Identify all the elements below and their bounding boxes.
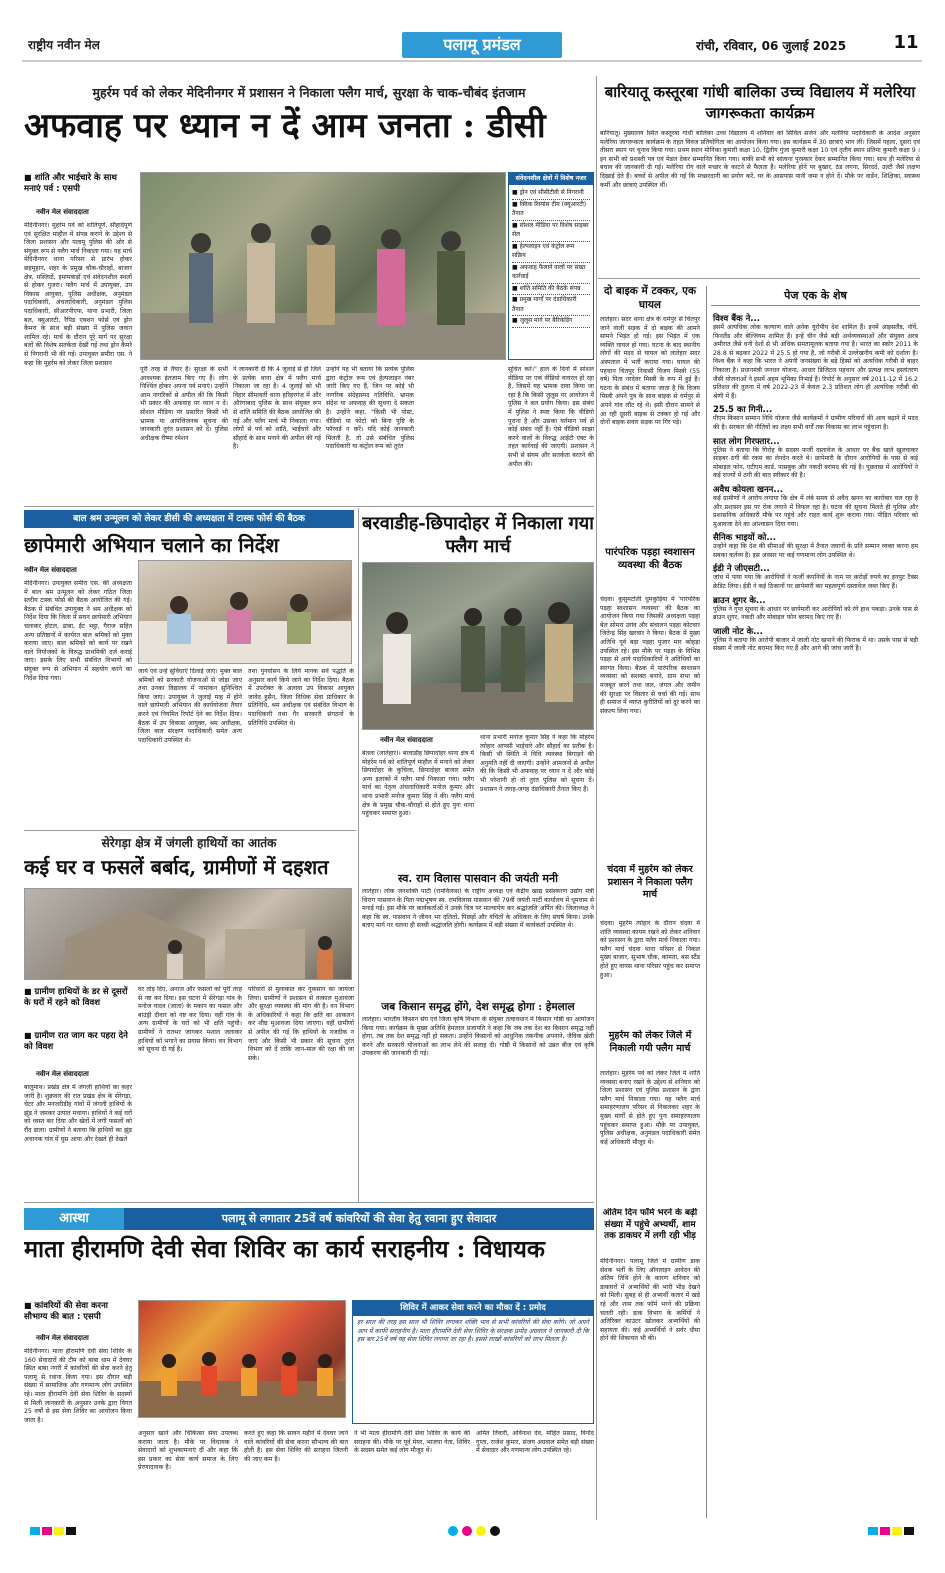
- pej-item-body: जांच में पाया गया कि आरोपियों ने फर्जी कंपनियों के नाम पर करोड़ों रुपये का इनपुट टैक्स क्रेडिट लिया। ईडी ने कई ठिकानों पर छापेमारी कर महत्वपूर्ण दस्तावेज जब्त किए हैं।: [713, 574, 918, 591]
- black-swatch: [904, 1527, 914, 1535]
- black-dot: [490, 1526, 500, 1536]
- parampara-headline: पारंपरिक पड़हा स्वशासन व्यवस्था की बैठक: [605, 547, 695, 571]
- pej-header: पेज एक के शेष: [711, 286, 920, 306]
- parampara-body: चंदवा। कुसुमटोली धुमकुड़िया में 'पारंपरिक पड़हा स्वशासन व्यवस्था' की बैठक का आयोजन किया गया जिसकी अध्यक्षता पड़हा बेल सोमरा उरांव और संचालन पड़हा कोटवार जितेन्द्र सिंह खरवार ने किया। बैठक में मुख्य अतिथि पूर्व बड़ा पड़हा पुजार मार कोहड़ा उपस्थित रहे। इस मौके पर पड़हा के विभिन्न पड़हा से आये पदाधिकारियों ने अतिथियों का स्वागत किया। बैठक में पारंपरिक स्वशासन व्यवस्था को सशक्त बनाने, ग्राम सभा को मजबूत करने तथा जल, जंगल और जमीन की सुरक्षा पर विस्तार से चर्चा की गई। साथ ही समाज में व्याप्त कुरीतियों को दूर करने का संकल्प लिया गया।: [600, 596, 700, 715]
- kisan-body: लातेहार। भारतीय किसान संघ एवं जिला कृषि विभाग के संयुक्त तत्वावधान में किसान गोष्ठी का आयोजन किया गया। कार्यक्रम के मुख्य अतिथि हेमलाल प्रजापति ने कहा कि जब तक देश का किसान समृद्ध नहीं होगा, तब तक देश समृद्ध नहीं हो सकता। उन्होंने किसानों को आधुनिक तकनीक अपनाने, जैविक खेती करने और सरकारी योजनाओं का लाभ लेने की सलाह दी। गोष्ठी में किसानों को उन्नत बीज एवं कृषि उपकरण की जानकारी दी गई।: [362, 1016, 594, 1058]
- pej-item-title: सात लोग गिरफ्तार...: [713, 436, 780, 447]
- yellow-swatch: [54, 1527, 64, 1535]
- section-rule: [24, 506, 594, 507]
- footer-registration-bar: [22, 1524, 922, 1538]
- section-badge: पलामू प्रमंडल: [402, 32, 562, 58]
- bullet-icon: ■: [24, 1031, 32, 1040]
- elephant-bullet2: [24, 1030, 132, 1053]
- elephant-bullet1: [24, 986, 132, 1009]
- aastha-byline: नवीन मेल संवाददाता: [36, 1334, 89, 1342]
- muharram-chandwa-body: चंदवा। मुहर्रम त्योहार के दौरान चंदवा में शांति व्यवस्था कायम रखने को लेकर शनिवार को प्रशासन के द्वारा फ्लैग मार्च निकाला गया। फ्लैग मार्च चंदवा थाना परिसर से निकल मुख्य बाजार, सुभाष चौक, कामता, बस स्टैंड होते हुए वापस थाना परिसर पहुंच कर समाप्त हुआ।: [600, 920, 700, 979]
- elephant-col1: बालूमाथ। प्रखंड क्षेत्र में जंगली हाथियों का कहर जारी है। शुक्रवार की रात प्रखंड क्षेत्र के सेरेगड़ा, चेटर और मनजरीडीह गांवों में जंगली हाथियों के झुंड ने जमकर उत्पात मचाया। हाथियों ने कई घरों को ध्वस्त कर दिया और खेतों में लगी फसलों को रौंद डाला। ग्रामीणों ने बताया कि हाथियों का झुंड अचानक गांव में घुस आया और देखते ही देखते: [24, 1084, 132, 1143]
- pej-item-body: इसमें अत्यधिक लोक कल्याण वाले अनेक यूरोपीय देश शामिल हैं। इनमें आइसलैंड, नॉर्वे, फिनलैंड और बेल्जियम शामिल हैं। इन्हें चीन जैसे बड़ी अर्थव्यवस्थाओं और संयुक्त अरब अमीरात जैसे धनी देशों से भी अधिक समतामूलक बताया गया है। भारत का स्कोर 2011 के 28.8 से बढ़कर 2022 में 25.5 हो गया है, जो गरीबी में उल्लेखनीय कमी को दर्शाता है। विश्व बैंक ने कहा कि भारत ने अपनी जनसंख्या के बड़े हिस्से को अत्यधिक गरीबी से बाहर निकाला है। प्रधानमंत्री जनधन योजना, आधार डिजिटल पहचान और प्रत्यक्ष लाभ हस्तांतरण जैसी योजनाओं ने इसमें अहम भूमिका निभाई है। रिपोर्ट के अनुसार वर्ष 2011-12 में 16.2 प्रतिशत की तुलना में वर्ष 2022-23 में केवल 2.3 प्रतिशत लोग ही अत्यधिक गरीबी की श्रेणी में हैं।: [713, 324, 918, 400]
- flag2-byline: नवीन मेल संवाददाता: [380, 736, 433, 744]
- cyan-dot: [448, 1526, 458, 1536]
- pej-item-title: ब्राउन शुगर के...: [713, 595, 766, 606]
- labour-col3: तथा पुनर्वासन के लिये मानक सर्वे पद्धति के अनुसार कार्य किये जाने का निर्देश दिया। बैठक में उपरोक्त के अलावा उप विकास आयुक्त जावेद हुसैन, जिला विधिक सेवा प्राधिकार के प्रतिनिधि, श्रम अधीक्षक एवं संबंधित विभाग के पदाधिकारी तथा गैर सरकारी संगठनों के प्रतिनिधि उपस्थित थे।: [248, 668, 354, 727]
- aastha-label: आस्था: [24, 1208, 124, 1230]
- lead-photo: [140, 172, 506, 360]
- elephant-bullet1-text: ग्रामीण हाथियों के डर से दूसरों के घरों में रहने को विवश: [24, 987, 128, 1008]
- lead-info-box-title: संवेदनशील क्षेत्रों में विशेष नजर: [509, 173, 593, 185]
- paswan-headline: स्व. राम विलास पासवान की जयंती मनी: [398, 872, 558, 885]
- magenta-swatch: [880, 1527, 890, 1535]
- lead-byline: नवीन मेल संवाददाता: [36, 208, 89, 216]
- elephant-col3: परिवारों से मुलाकात कर नुकसान का जायजा लिया। ग्रामीणों ने प्रशासन से तत्काल मुआवजा और सुरक्षा व्यवस्था की मांग की है। वन विभाग के अधिकारियों ने कहा कि क्षति का आकलन कर शीघ्र मुआवजा दिया जाएगा। वहीं ग्रामीणों से अपील की गई कि हाथियों के नजदीक न जाएं और किसी भी प्रकार की सूचना तुरंत विभाग को दें ताकि जान-माल की रक्षा की जा सके।: [248, 986, 354, 1062]
- yellow-swatch: [892, 1527, 902, 1535]
- flag2-col1: बेतला (लातेहार)। बरवाडीह छिपादोहर थाना क्षेत्र में मोहर्रम पर्व को शांतिपूर्ण माहौल में मनाने को लेकर छिपादोहर के कुचिला, छिपादोहर बाजार समेत अन्य इलाकों में फ्लैग मार्च निकाला गया। फ्लैग मार्च का नेतृत्व अंचलाधिकारी मनोज कुमार और थाना प्रभारी मनोज कुमार सिंह ने की। फ्लैग मार्च क्षेत्र के प्रमुख चौक-चौराहों से होते हुए पुनः थाना पहुंचकर समाप्त हुआ।: [362, 750, 474, 818]
- meeting-photo-icon: [139, 561, 352, 664]
- last-day-headline: अंतिम दिन फॉर्म भरने के बढ़ी संख्या में पहुंचे अभ्यर्थी, शाम तक डाकघर में लगी रही भीड़: [602, 1208, 698, 1241]
- pej-item-title: विश्व बैंक ने...: [713, 314, 760, 324]
- aastha-box-body: हर साल की तरह इस साल भी शिविर लगाकर शक्ति भाव से सभी कांवरियों की सेवा करेंगे। जो अपने आप में काफी सराहनीय है। माता हीरामणि देवी सेवा शिविर के संरक्षक प्रमोद अग्रवाल ने जानकारी दी कि इस बार 25वें वर्ष यह सेवा शिविर लगाया जा रहा है। इससे लाखों कांवरियों को लाभ मिलता है।: [357, 1319, 589, 1344]
- labour-headline: छापेमारी अभियान चलाने का निर्देश: [24, 533, 279, 557]
- lead-col1: मेदिनीनगर। मुहर्रम पर्व को शांतिपूर्ण, सौहार्दपूर्ण एवं सुरक्षित माहौल में संपन्न कराने के उद्देश्य से जिला प्रशासन और पलामू पुलिस की ओर से संयुक्त रूप से फ्लैग मार्च निकाला गया। यह मार्च मेदिनीनगर थाना परिसर से प्रारंभ होकर छहमुहान, शहर के प्रमुख चौक-चौराहों, बाजार क्षेत्र, मस्जिदों, इमामबाड़ों एवं संवेदनशील स्थलों से होकर गुजरा। फ्लैग मार्च में उपायुक्त, उप विकास आयुक्त, पुलिस अधीक्षक, अनुमंडल पदाधिकारी, अंचलाधिकारी, अनुमंडल पुलिस पदाधिकारी, सीआरपीएफ, थाना प्रभारी, जिला बल, क्यूआरटी, रैपिड एक्शन फोर्स एवं ड्रोन कैमरा के साथ बड़ी संख्या में पुलिस जवान शामिल रहे। मार्च के दौरान पूरे मार्ग पर सुरक्षा बलों की विशेष सतर्कता देखी गई तथा ड्रोन कैमरे से निगरानी भी की गई। उपायुक्त समीरा एस. ने कहा कि मुहर्रम को लेकर जिला प्रशासन: [24, 222, 132, 367]
- pej-item-title: ईडी ने जीएसटी...: [713, 564, 770, 575]
- section-rule: [24, 830, 356, 831]
- aastha-col1: मेदिनीनगर। माता हीरामणि देवी सेवा शिविर के 160 सेवादारों की टीम को बाबा धाम में देवघर स्थित बाबा नगरी में कांवरियों की सेवा करने हेतु पलामू से रवाना किया गया। इस दौरान बड़ी संख्या में सामाजिक और गणमान्य लोग उपस्थित रहे। माता हीरामणि देवी सेवा शिविर के सदस्यों से मिली जानकारी के अनुसार उनके द्वारा विगत 25 वर्षों से इस सेवा शिविर का आयोजन किया जाता है।: [24, 1348, 132, 1424]
- column-rule: [596, 76, 597, 1520]
- section-rule: [24, 1202, 594, 1203]
- aastha-photo: [138, 1300, 346, 1418]
- muharram-latehar-headline: मुहर्रम को लेकर जिले में निकाली गयी फ्लैग मार्च: [608, 1030, 692, 1054]
- pej-item-title: जाली नोट के...: [713, 626, 763, 637]
- pej-item-title: 25.5 का गिनी...: [713, 405, 773, 416]
- pej-item-body: उन्होंने कहा कि देश की सीमाओं की सुरक्षा में तैनात जवानों के प्रति सम्मान व्यक्त करना हम सबका कर्तव्य है। इस अवसर पर कई गणमान्य लोग उपस्थित थे।: [713, 543, 918, 559]
- aastha-bullet: [24, 1300, 132, 1323]
- info-box-item: ■ क्विक रिस्पांस टीम (क्यूआरटी) तैनात: [512, 200, 590, 221]
- lead-info-box-list: [509, 185, 593, 331]
- info-box-item: ■ अफवाह फैलाने वालों पर सख्त कार्रवाई: [512, 263, 590, 284]
- yellow-dot: [476, 1526, 486, 1536]
- pej-section: [706, 286, 920, 1518]
- info-box-item: ■ प्रमुख मार्गों पर दंडाधिकारी तैनात: [512, 295, 590, 316]
- pej-item-body: कई ग्रामीणों ने आरोप लगाया कि क्षेत्र में लंबे समय से अवैध खनन का कारोबार चल रहा है और प्रशासन इस पर रोक लगाने में विफल रहा है। घटना की सूचना मिलते ही पुलिस और प्रशासनिक अधिकारी मौके पर पहुंचे और राहत कार्य शुरू कराया गया। पीड़ित परिवार को मुआवजा देने का आश्वासन दिया गया।: [713, 494, 918, 528]
- info-box-item: ■ सोशल मीडिया पर विशेष साइबर सेल: [512, 221, 590, 242]
- aastha-headline: माता हीरामणि देवी सेवा शिविर का कार्य सराहनीय : विधायक: [24, 1235, 545, 1263]
- cyan-swatch: [868, 1527, 878, 1535]
- pej-item-body: पीएम किसान सम्मान निधि योजना जैसे कार्यक्रमों ने ग्रामीण परिवारों की आय बढ़ाने में मदद की है। सरकार की नीतियों का लक्ष्य सभी वर्गों तक विकास का लाभ पहुंचाना है।: [713, 415, 918, 431]
- aastha-bullet-text: कांवरियों की सेवा करना सौभाग्य की बात : एसपी: [24, 1301, 109, 1322]
- lead-col2: पूरी तरह से तैयार है। सुरक्षा के सभी आवश्यक इंतजाम किए गए हैं। लोग निश्चिंत होकर अपना पर्व मनाएं। उन्होंने आम नागरिकों से अपील की कि किसी भी प्रकार की अफवाह पर ध्यान न दें। सोशल मीडिया पर प्रसारित किसी भी भ्रामक या आपत्तिजनक सूचना की जानकारी तुरंत प्रशासन को दें। पुलिस अधीक्षक रीष्मा रमेशन: [140, 366, 228, 442]
- aastha-col2: अनुसार खाने और चिकित्सा सेवा उपलब्ध कराया जाता है। मौके पर विधायक ने सेवादारों को शुभकामनाएं दीं और कहा कि इस प्रकार का सेवा कार्य समाज के लिए प्रेरणादायक है।: [138, 1430, 238, 1472]
- pej-item-body: पुलिस ने गुप्त सूचना के आधार पर छापेमारी कर आरोपियों को रंगे हाथ पकड़ा। उनके पास से ब्राउन शुगर, नकदी और मोबाइल फोन बरामद किए गए हैं।: [713, 605, 918, 622]
- pej-list: [707, 306, 920, 654]
- info-box-item: ■ हेल्पलाइन एवं कंट्रोल रूम सक्रिय: [512, 242, 590, 263]
- lead-col4: उन्होंने यह भी बताया कि प्रत्येक पुलिस द्वारा कंट्रोल रूम एवं हेल्पलाइन नंबर जारी किए गए हैं, जिन पर कोई भी नागरिक संदेहास्पद गतिविधि, भ्रामक संदेश या अफवाह की सूचना दे सकता है। उन्होंने कहा, "किसी भी पोस्ट, वीडियो या फोटो को बिना पुष्टि के फॉरवर्ड न करें। यदि कोई जानकारी मिलती है, तो उसे संबंधित पुलिस पदाधिकारी या कंट्रोल रूम को तुरंत: [326, 366, 414, 451]
- lead-side-bullet-text: शांति और भाईचारे के साथ मनाएं पर्व : एसपी: [24, 173, 117, 194]
- elephant-bullet2-text: ग्रामीण रात जाग कर पहरा देने को विवश: [24, 1031, 128, 1052]
- lead-headline: अफवाह पर ध्यान न दें आम जनता : डीसी: [24, 106, 546, 146]
- elephant-photo: [24, 888, 352, 980]
- pej-item-title: अवैध कोयला खनन...: [713, 484, 784, 495]
- bike-headline: दो बाइक में टक्कर, एक घायल: [603, 285, 697, 311]
- elephant-headline: कई घर व फसलें बर्बाद, ग्रामीणों में दहशत: [24, 855, 329, 879]
- flag2-headline: बरवाडीह-छिपादोहर में निकाला गया फ्लैग मार्च: [362, 513, 594, 557]
- info-box-item: ■ शांति समिति की बैठकें संपन्न: [512, 284, 590, 296]
- page-number: 11: [893, 32, 919, 53]
- lead-kicker: मुहर्रम पर्व को लेकर मेदिनीनगर में प्रशासन ने निकाला फ्लैग मार्च, सुरक्षा के चाक-चौबंद इंतजाम: [92, 85, 526, 100]
- labour-byline: नवीन मेल संवाददाता: [24, 566, 77, 574]
- masthead: [22, 30, 922, 62]
- pej-item-title: सैनिक भाइयों को...: [713, 533, 777, 544]
- bullet-icon: ■: [24, 987, 32, 996]
- elephant-kicker: सेरेगड़ा क्षेत्र में जंगली हाथियों का आतंक: [101, 836, 277, 850]
- bike-body: लातेहार। सदर थाना क्षेत्र के धर्मपुर से चितपुर जाने वाली सड़क में दो बाइक की आमने सामने भिड़ंत हो गई। इस भिड़ंत में एक व्यक्ति घायल हो गया। घटना के बाद स्थानीय लोगों की मदद से घायल को लातेहार सदर अस्पताल में भर्ती कराया गया। घायल की पहचान चितपुर निवासी विजय मिस्त्री (55 वर्ष) पिता नरदेवर मिस्त्री के रूप में हुई है। घटना के संबंध में बताया जाता है कि विजय मिस्त्री अपने पुत्र के साथ बाइक से धर्मपुर से अपने गांव लौट रहे थे। इसी दौरान सामने से आ रही दूसरी बाइक से टक्कर हो गई और दोनों बाइक सवार सड़क पर गिर पड़े।: [600, 316, 700, 427]
- lead-side-bullet: [24, 172, 132, 206]
- column-rule: [358, 508, 359, 1202]
- paswan-body: लातेहार। लोक जनशक्ति पार्टी (रामविलास) के राष्ट्रीय अध्यक्ष एवं केंद्रीय खाद्य प्रसंस्करण उद्योग मंत्री चिराग पासवान के पिता पद्मभूषण स्व. रामविलास पासवान की 79वीं जयंती पार्टी कार्यालय में धूमधाम से मनाई गई। इस मौके पर कार्यकर्ताओं ने उनके चित्र पर माल्यार्पण कर श्रद्धांजलि अर्पित की। जिलाध्यक्ष ने कहा कि स्व. पासवान ने जीवन भर दलितों, पिछड़ों और वंचितों के अधिकार के लिए संघर्ष किया। उनके बताए मार्ग पर चलना ही सच्ची श्रद्धांजलि होगी। कार्यक्रम में बड़ी संख्या में कार्यकर्ता उपस्थित थे।: [362, 888, 594, 930]
- aastha-box: [352, 1300, 594, 1424]
- section-rule: [598, 278, 920, 279]
- aastha-col5: अमित तिवारी, अविनाश देव, मोहित प्रसाद, विनोद गुप्ता, राजेश कुमार, संजय अग्रवाल समेत बड़ी संख्या में सेवादार और गणमान्य लोग उपस्थित रहे।: [476, 1430, 594, 1455]
- cyan-swatch: [30, 1527, 40, 1535]
- labour-col2: जाये एवं उन्हें सुविधाएं दिलाई जाएं। मुक्त बाल श्रमिकों को सरकारी योजनाओं से जोड़ा जाए तथा उनका विद्यालय में नामांकन सुनिश्चित किया जाए। उपायुक्त ने जुलाई माह में होने वाले छापेमारी अभियान की कार्ययोजना तैयार करने एवं नियमित रिपोर्ट देने का निर्देश दिया। बैठक में उप विकास आयुक्त, श्रम अधीक्षक, जिला बाल संरक्षण पदाधिकारी समेत अन्य पदाधिकारी उपस्थित थे।: [138, 668, 242, 744]
- ashram-headline: बारियातू कस्तूरबा गांधी बालिका उच्च विद्यालय में मलेरिया जागरूकता कार्यक्रम: [604, 83, 916, 122]
- labour-col1: मेदिनीनगर। उपायुक्त समीरा एस. की अध्यक्षता में बाल श्रम उन्मूलन को लेकर गठित जिला स्तरीय टास्क फोर्स की बैठक आयोजित की गई। बैठक में संबंधित उपायुक्त ने श्रम अधीक्षक को निर्देश दिया कि जिला में सघन छापेमारी अभियान चलाकर होटल, ढाबा, ईंट भट्ठा, गैराज सहित अन्य प्रतिष्ठानों में कार्यरत बाल श्रमिकों को मुक्त कराया जाए। बाल श्रमिकों को कार्य पर रखने वाले नियोजकों के विरुद्ध प्राथमिकी दर्ज कराई जाए। इसके लिए सभी संबंधित विभागों को संयुक्त रूप से अभियान में सहयोग करने का निर्देश दिया गया।: [24, 580, 132, 682]
- info-box-item: ■ जुलूस मार्ग पर बैरिकेडिंग: [512, 316, 590, 328]
- lead-col5: सूचित करें।" हाल के दिनों में सोशल मीडिया पर एक वीडियो वायरल हो रहा है, जिसमें यह भ्रामक दावा किया जा रहा है कि किसी जुलूस पर आयोजन में पुलिस ने बल प्रयोग किया। इस संबंध में पुलिस ने स्पष्ट किया कि वीडियो पुराना है और उसका वर्तमान पर्व से कोई संबंध नहीं है। ऐसे वीडियो साझा करने वालों के विरुद्ध आईटी एक्ट के तहत कार्रवाई की जाएगी। प्रशासन ने सभी से संयम और सतर्कता बरतने की अपील की।: [508, 366, 594, 468]
- magenta-swatch: [42, 1527, 52, 1535]
- aastha-col3: करते हुए कहा कि सावन महीने में देवघर जाने वाले कांवरियों की सेवा करना सौभाग्य की बात होती है। इस सेवा शिविर की सराहना जितनी की जाए कम है।: [244, 1430, 348, 1463]
- aastha-kicker: पलामू से लगातार 25वें वर्ष कांवरियों की सेवा हेतु रवाना हुए सेवादार: [124, 1208, 594, 1230]
- kisan-headline: जब किसान समृद्ध होंगे, देश समृद्ध होगा : हेमलाल: [381, 1001, 575, 1013]
- pej-item-body: पुलिस ने बताया कि आरोपी बाजार में जाली नोट खपाने की फिराक में था। उसके पास से बड़ी संख्या में जाली नोट बरामद किए गए हैं और आगे की जांच जारी है।: [713, 636, 918, 653]
- aastha-col4: ने भी माता हीरामणि देवी सेवा शिविर के कार्य की सराहना की। मौके पर पूर्व मेयर, भाजपा नेता, शिविर के सदस्य समेत कई लोग मौजूद थे।: [354, 1430, 470, 1455]
- lead-col3: ने जानकारी दी कि 4 जुलाई से ही जिले के प्रत्येक थाना क्षेत्र में फ्लैग मार्च निकाला जा रहा है। 4 जुलाई को भी विहार सीमावर्ती थाना हरिहरगंज में और औरंगाबाद पुलिस के साथ संयुक्त रूप से शांति समिति की बैठक आयोजित की गई और फ्लैग मार्च भी निकाला गया। लोगों से पर्व को शांति, भाईचारे और सौहार्द के साथ मनाने की अपील की गई है।: [233, 366, 321, 451]
- dateline: रांची, रविवार, 06 जुलाई 2025: [696, 39, 847, 53]
- bullet-icon: ■: [24, 1301, 32, 1310]
- elephant-col2: घर तोड़ दिए, अनाज और फसलों को पूरी तरह से नष्ट कर दिया। इस घटना में सेरेगड़ा गांव के मनोज यादव (जाता) के मकान का फसल और बाउंड्री दीवार को नष्ट कर दिया। वहीं गांव के अन्य ग्रामीणों के घरों को भी क्षति पहुंची। ग्रामीणों ने रातभर जागकर मशाल जलाकर हाथियों को भगाने का प्रयास किया। वन विभाग को सूचना दी गई है।: [138, 986, 242, 1054]
- black-swatch: [66, 1527, 76, 1535]
- ashram-body: बारियातू। मुख्यालय स्थित कस्तूरबा गांधी बालिका उच्च विद्यालय में शनिवार को सिविल सर्जन और मलेरिया पदाधिकारी के आदेश अनुसार मलेरिया जागरूकता कार्यक्रम के तहत विवज प्रतियोगिता का आयोजन किया गया। इस कार्यक्रम में 30 छात्राएं भाग लीं। जिसमें पहला, दूसरा एवं तीसरा स्थान पर चुनाव किया गया। प्रथम स्थान मोनिका कुमारी कक्षा 10, द्वितीय गुंजा कुमारी कक्षा 10 एवं तृतीय स्थान प्रतिमा कुमारी कक्षा 9 । इन सभी को प्रशस्ती पत्र एवं मेडल देकर सम्मानित किया गया। बाकी सभी को सांत्वना पुरस्कार देकर सम्मानित किया गया। साथ ही मलेरिया से बचाव की जानकारी दी गई। मलेरिया रोग वाले मच्छर के काटने से फैलता है। मलेरिया होने पर बुखार, ठंड लगना, सिरदर्द, उल्टी जैसे लक्षण दिखाई देते हैं। बच्चों से अपील की गई कि मच्छरदानी का प्रयोग करें, घर के आसपास पानी जमा न होने दें। मौके पर वार्डेन, शिक्षिका, स्वास्थ्य कर्मी और छात्राएं उपस्थित थीं।: [600, 130, 920, 189]
- muharram-latehar-body: लातेहार। मुहर्रम पर्व को लेकर जिले में शांति व्यवस्था बनाए रखने के उद्देश्य से शनिवार को जिला प्रशासन एवं पुलिस प्रशासन के द्वारा फ्लैग मार्च निकाला गया। यह फ्लैग मार्च समाहरणालय परिसर से निकलकर शहर के मुख्य मार्गों से होते हुए पुनः समाहरणालय पहुंचकर समाप्त हुआ। मौके पर उपायुक्त, पुलिस अधीक्षक, अनुमंडल पदाधिकारी समेत कई अधिकारी मौजूद थे।: [600, 1070, 700, 1146]
- paper-name: राष्ट्रीय नवीन मेल: [28, 38, 100, 52]
- info-box-item: ■ ड्रोन एवं सीसीटीवी से निगरानी: [512, 188, 590, 200]
- damaged-house-photo-icon: [25, 889, 352, 980]
- flag2-col2: थाना प्रभारी मनोज कुमार सिंह ने कहा कि मोहर्रम त्योहार आपसी भाईचारे और सौहार्द का प्रतीक है। किसी भी स्थिति में विधि व्यवस्था बिगाड़ने की अनुमति नहीं दी जाएगी। उन्होंने आमजनों से अपील की कि किसी भी अफवाह पर ध्यान न दें और कोई भी परेशानी हो तो तुरंत पुलिस को सूचना दें। प्रशासन ने जगह-जगह दंडाधिकारी तैनात किए हैं।: [480, 734, 594, 793]
- elephant-byline: नवीन मेल संवाददाता: [36, 1070, 89, 1078]
- magenta-dot: [462, 1526, 472, 1536]
- muharram-chandwa-headline: चंदवा में मुहर्रम को लेकर प्रशासन ने निकाला फ्लैग मार्च: [607, 864, 693, 900]
- last-day-body: मेदिनीनगर। पलामू जिले में ग्रामीण डाक सेवक भर्ती के लिए ऑनलाइन आवेदन की अंतिम तिथि होने के कारण शनिवार को डाकघरों में अभ्यर्थियों की भारी भीड़ देखने को मिली। सुबह से ही अभ्यर्थी कतार में खड़े रहे और शाम तक फॉर्म भरने की प्रक्रिया चलती रही। डाक विभाग के कर्मियों ने अतिरिक्त काउंटर खोलकर अभ्यर्थियों की सहायता की। कई अभ्यर्थियों ने सर्वर धीमा होने की शिकायत भी की।: [600, 1258, 700, 1343]
- sevadar-group-photo-icon: [139, 1301, 346, 1418]
- bullet-icon: ■: [24, 173, 32, 182]
- labour-photo: [138, 560, 352, 664]
- flag2-photo: [362, 562, 594, 730]
- labour-kicker: बाल श्रम उन्मूलन को लेकर डीसी की अध्यक्षता में टास्क फोर्स की बैठक: [24, 510, 354, 528]
- pej-item-body: पुलिस ने बताया कि गिरोह के सदस्य फर्जी दस्तावेज के आधार पर बैंक खाते खुलवाकर साइबर ठगी की रकम का लेनदेन करते थे। छापेमारी के दौरान आरोपियों के पास से कई मोबाइल फोन, एटीएम कार्ड, पासबुक और नकदी बरामद की गई है। पूछताछ में आरोपियों ने कई राज्यों में ठगी की बात स्वीकार की है।: [713, 446, 918, 480]
- lead-info-box: [508, 172, 594, 360]
- police-march-photo-icon: [363, 563, 594, 730]
- aastha-box-title: शिविर में आकर सेवा करने का मौका दें : प्रमोद: [353, 1301, 593, 1316]
- flag-march-photo-icon: [141, 173, 506, 360]
- lead-col4b: [419, 366, 505, 502]
